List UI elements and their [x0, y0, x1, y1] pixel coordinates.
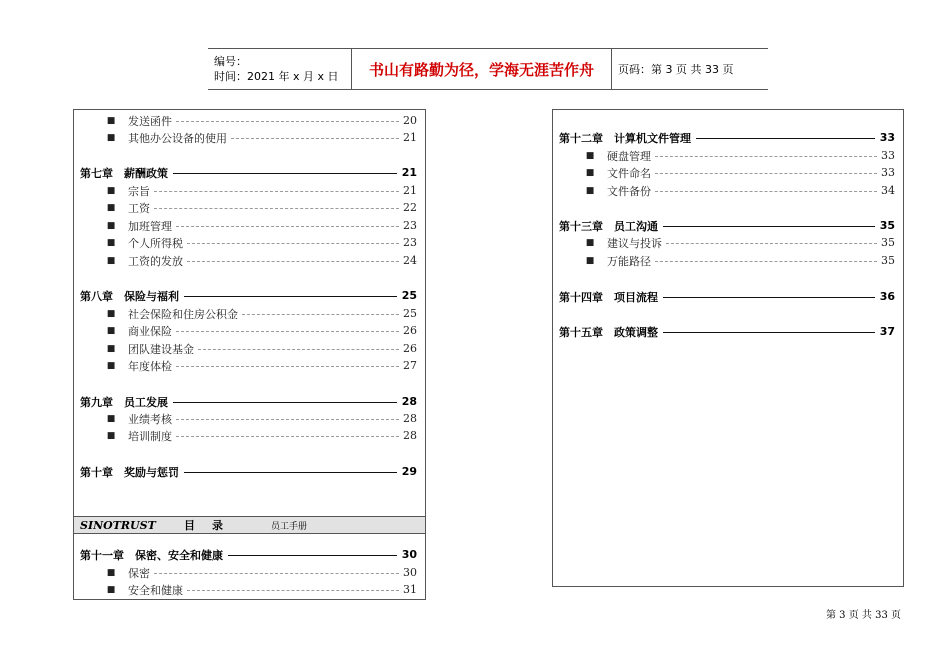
- toc-item: [74, 252, 425, 269]
- toc-chapter: [553, 217, 903, 234]
- toc-page-number: 26: [403, 324, 417, 337]
- page-info-text: 页码：第 3 页 共 33 页: [618, 63, 734, 76]
- toc-page-number: 35: [881, 254, 895, 267]
- toc-item: [74, 199, 425, 216]
- toc-title: 第八章 保险与福利: [80, 289, 179, 303]
- square-bullet-icon: ■: [585, 237, 595, 248]
- leader-line: [663, 226, 875, 227]
- toc-title: 第十四章 项目流程: [559, 290, 658, 304]
- toc-item: [74, 410, 425, 427]
- toc-title: 保密: [128, 566, 150, 580]
- toc-title: 年度体检: [128, 359, 172, 373]
- toc-page-number: 21: [401, 166, 417, 179]
- toc-title: 万能路径: [607, 254, 651, 268]
- toc-chapter: [74, 164, 425, 181]
- square-bullet-icon: ■: [106, 413, 116, 424]
- toc-title: 团队建设基金: [128, 342, 194, 356]
- square-bullet-icon: ■: [106, 343, 116, 354]
- toc-page-number: 37: [879, 325, 895, 338]
- toc-page-number: 23: [403, 236, 417, 249]
- leader-line: [242, 314, 399, 315]
- toc-band: [74, 516, 425, 534]
- header-motto: [351, 49, 612, 89]
- toc-title: 宗旨: [128, 184, 150, 198]
- toc-page-number: 28: [403, 412, 417, 425]
- leader-line: [655, 156, 877, 157]
- toc-title: 培训制度: [128, 429, 172, 443]
- leader-line: [198, 349, 399, 350]
- square-bullet-icon: ■: [106, 237, 116, 248]
- toc-page-number: 30: [401, 548, 417, 561]
- band-title-mu: 目: [184, 519, 195, 532]
- leader-line: [655, 173, 877, 174]
- leader-line: [696, 138, 875, 139]
- toc-item: [74, 322, 425, 339]
- toc-page-number: 30: [403, 566, 417, 579]
- leader-line: [663, 297, 875, 298]
- square-bullet-icon: ■: [106, 308, 116, 319]
- band-brand: SINOTRUST: [80, 518, 156, 532]
- toc-title: 工资的发放: [128, 254, 183, 268]
- leader-line: [187, 590, 399, 591]
- toc-page-number: 21: [403, 131, 417, 144]
- toc-title: 文件备份: [607, 184, 651, 198]
- square-bullet-icon: ■: [106, 220, 116, 231]
- toc-page-number: 34: [881, 184, 895, 197]
- toc-title: 第十二章 计算机文件管理: [559, 131, 691, 145]
- leader-line: [176, 366, 399, 367]
- toc-title: 建议与投诉: [607, 236, 662, 250]
- square-bullet-icon: ■: [106, 325, 116, 336]
- toc-chapter: [74, 463, 425, 480]
- toc-chapter: [74, 546, 425, 563]
- square-bullet-icon: ■: [106, 202, 116, 213]
- toc-chapter: [553, 129, 903, 146]
- toc-item: [74, 305, 425, 322]
- toc-page-number: 33: [881, 149, 895, 162]
- toc-item: [553, 182, 903, 199]
- toc-item: [553, 147, 903, 164]
- toc-title: 工资: [128, 201, 150, 215]
- toc-item: [553, 252, 903, 269]
- leader-line: [187, 261, 399, 262]
- toc-title: 第七章 薪酬政策: [80, 166, 168, 180]
- leader-line: [655, 261, 877, 262]
- leader-line: [666, 243, 877, 244]
- square-bullet-icon: ■: [106, 584, 116, 595]
- toc-item: [74, 129, 425, 146]
- toc-page-number: 22: [403, 201, 417, 214]
- leader-line: [231, 138, 399, 139]
- toc-page-number: 35: [879, 219, 895, 232]
- toc-title: 业绩考核: [128, 412, 172, 426]
- number-label: 编号：: [214, 55, 247, 68]
- toc-title: 第十一章 保密、安全和健康: [80, 548, 223, 562]
- toc-title: 硬盘管理: [607, 149, 651, 163]
- band-title-lu: 录: [212, 519, 223, 532]
- square-bullet-icon: ■: [585, 167, 595, 178]
- toc-item: [74, 581, 425, 598]
- toc-title: 社会保险和住房公积金: [128, 307, 238, 321]
- toc-item: [74, 234, 425, 251]
- toc-page-number: 36: [879, 290, 895, 303]
- toc-page-number: 27: [403, 359, 417, 372]
- leader-line: [176, 121, 399, 122]
- toc-title: 第十五章 政策调整: [559, 325, 658, 339]
- toc-item: [74, 182, 425, 199]
- toc-item: [553, 164, 903, 181]
- toc-title: 加班管理: [128, 219, 172, 233]
- square-bullet-icon: ■: [106, 255, 116, 266]
- toc-page-number: 25: [401, 289, 417, 302]
- motto-text: 书山有路勤为径，学海无涯苦作舟: [368, 60, 594, 79]
- leader-line: [154, 573, 399, 574]
- toc-page-number: 35: [881, 236, 895, 249]
- toc-title: 第十章 奖励与惩罚: [80, 465, 179, 479]
- leader-line: [187, 243, 399, 244]
- toc-page-number: 28: [401, 395, 417, 408]
- toc-title: 文件命名: [607, 166, 651, 180]
- leader-line: [228, 555, 397, 556]
- square-bullet-icon: ■: [106, 185, 116, 196]
- leader-line: [184, 296, 397, 297]
- toc-page-number: 20: [403, 114, 417, 127]
- toc-item: [74, 564, 425, 581]
- leader-line: [184, 472, 397, 473]
- toc-chapter: [74, 393, 425, 410]
- leader-line: [176, 331, 399, 332]
- toc-page-number: 21: [403, 184, 417, 197]
- square-bullet-icon: ■: [585, 150, 595, 161]
- toc-item: [74, 357, 425, 374]
- header-page-info: [612, 49, 768, 89]
- toc-title: 安全和健康: [128, 583, 183, 597]
- toc-chapter: [553, 288, 903, 305]
- toc-title: 第九章 员工发展: [80, 395, 168, 409]
- time-label: 时间：2021 年 x 月 x 日: [214, 70, 339, 83]
- toc-item: [74, 427, 425, 444]
- toc-page-number: 28: [403, 429, 417, 442]
- toc-page-number: 31: [403, 583, 417, 596]
- leader-line: [173, 402, 397, 403]
- band-handbook: 员工手册: [271, 521, 308, 532]
- toc-item: [74, 217, 425, 234]
- toc-title: 商业保险: [128, 324, 172, 338]
- toc-title: 第十三章 员工沟通: [559, 219, 658, 233]
- header-meta: [208, 49, 351, 89]
- toc-title: 发送函件: [128, 114, 172, 128]
- leader-line: [663, 332, 875, 333]
- leader-line: [176, 226, 399, 227]
- square-bullet-icon: ■: [106, 132, 116, 143]
- square-bullet-icon: ■: [106, 360, 116, 371]
- toc-item: [74, 340, 425, 357]
- toc-page-number: 26: [403, 342, 417, 355]
- toc-page-number: 29: [401, 465, 417, 478]
- leader-line: [655, 191, 877, 192]
- toc-page-number: 24: [403, 254, 417, 267]
- toc-page-number: 33: [879, 131, 895, 144]
- square-bullet-icon: ■: [106, 115, 116, 126]
- leader-line: [173, 173, 397, 174]
- leader-line: [154, 191, 399, 192]
- toc-page-number: 23: [403, 219, 417, 232]
- leader-line: [176, 436, 399, 437]
- toc-panel-left: [73, 109, 426, 600]
- toc-panel-right: [552, 109, 904, 587]
- leader-line: [154, 208, 399, 209]
- toc-item: [553, 234, 903, 251]
- toc-chapter: [553, 323, 903, 340]
- square-bullet-icon: ■: [106, 567, 116, 578]
- toc-title: 个人所得税: [128, 236, 183, 250]
- toc-chapter: [74, 287, 425, 304]
- square-bullet-icon: ■: [106, 430, 116, 441]
- toc-item: [74, 112, 425, 129]
- page-footer: 第 3 页 共 33 页: [826, 610, 901, 621]
- square-bullet-icon: ■: [585, 185, 595, 196]
- leader-line: [176, 419, 399, 420]
- toc-page-number: 33: [881, 166, 895, 179]
- toc-page-number: 25: [403, 307, 417, 320]
- square-bullet-icon: ■: [585, 255, 595, 266]
- toc-title: 其他办公设备的使用: [128, 131, 227, 145]
- document-header: [208, 48, 768, 90]
